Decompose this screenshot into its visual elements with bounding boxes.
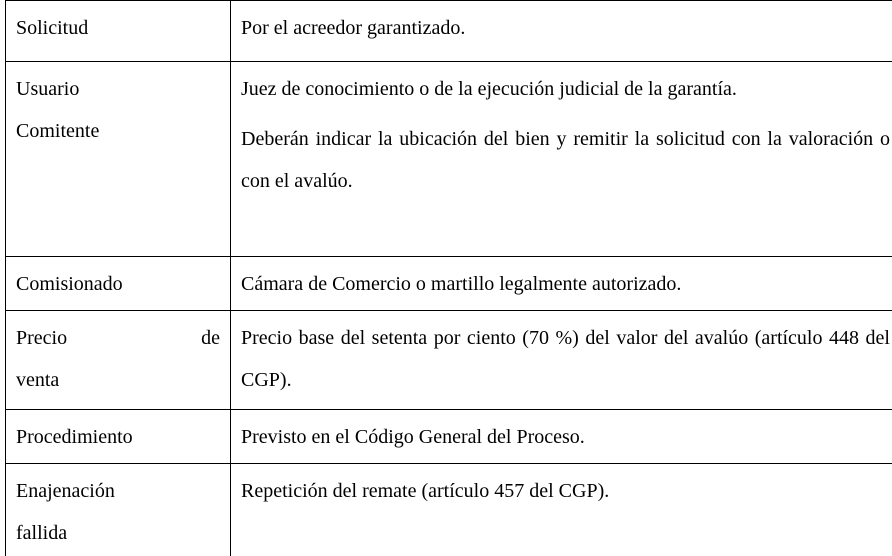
value-enajenacion: Repetición del remate (artículo 457 del CGP).	[241, 480, 610, 502]
table-row-procedimiento	[6, 410, 892, 464]
value-solicitud: Por el acreedor garantizado.	[241, 17, 466, 39]
label-fallida: fallida	[16, 522, 68, 544]
procedure-table	[5, 0, 892, 556]
row-value	[231, 62, 892, 257]
value-juez: Juez de conocimiento o de la ejecución judicial de la garantía.	[241, 78, 737, 100]
label-usuario: Usuario	[16, 78, 80, 100]
label-precio: Precio	[16, 327, 68, 349]
label-venta: venta	[16, 369, 60, 391]
row-value	[231, 1, 892, 62]
row-label	[6, 464, 231, 556]
label-solicitud: Solicitud	[16, 17, 89, 39]
row-label	[6, 410, 231, 464]
value-procedimiento: Previsto en el Código General del Proceso.	[241, 426, 585, 448]
row-label	[6, 311, 231, 410]
row-label	[6, 257, 231, 311]
value-precio: Precio base del setenta por ciento (70 %) del valor del avalúo (artículo 448 del CGP).	[241, 327, 890, 391]
table-row-comisionado	[6, 257, 892, 311]
label-de: de	[201, 327, 220, 349]
table-row-usuario-comitente	[6, 62, 892, 257]
label-procedimiento: Procedimiento	[16, 426, 133, 448]
label-enajenacion: Enajenación	[16, 480, 115, 502]
label-comisionado: Comisionado	[16, 273, 123, 295]
table-row-enajenacion-fallida	[6, 464, 892, 556]
table-row-precio-venta	[6, 311, 892, 410]
value-ubicacion: Deberán indicar la ubicación del bien y remitir la solicitud con la valoración o con el avalúo.	[241, 128, 890, 192]
row-label	[6, 1, 231, 62]
value-comisionado: Cámara de Comercio o martillo legalmente autorizado.	[241, 273, 682, 295]
row-label	[6, 62, 231, 257]
label-precio-de-line	[16, 317, 220, 359]
label-comitente: Comitente	[16, 120, 100, 142]
row-value	[231, 464, 892, 556]
row-value	[231, 311, 892, 410]
row-value	[231, 410, 892, 464]
row-value	[231, 257, 892, 311]
table-row-solicitud	[6, 1, 892, 62]
